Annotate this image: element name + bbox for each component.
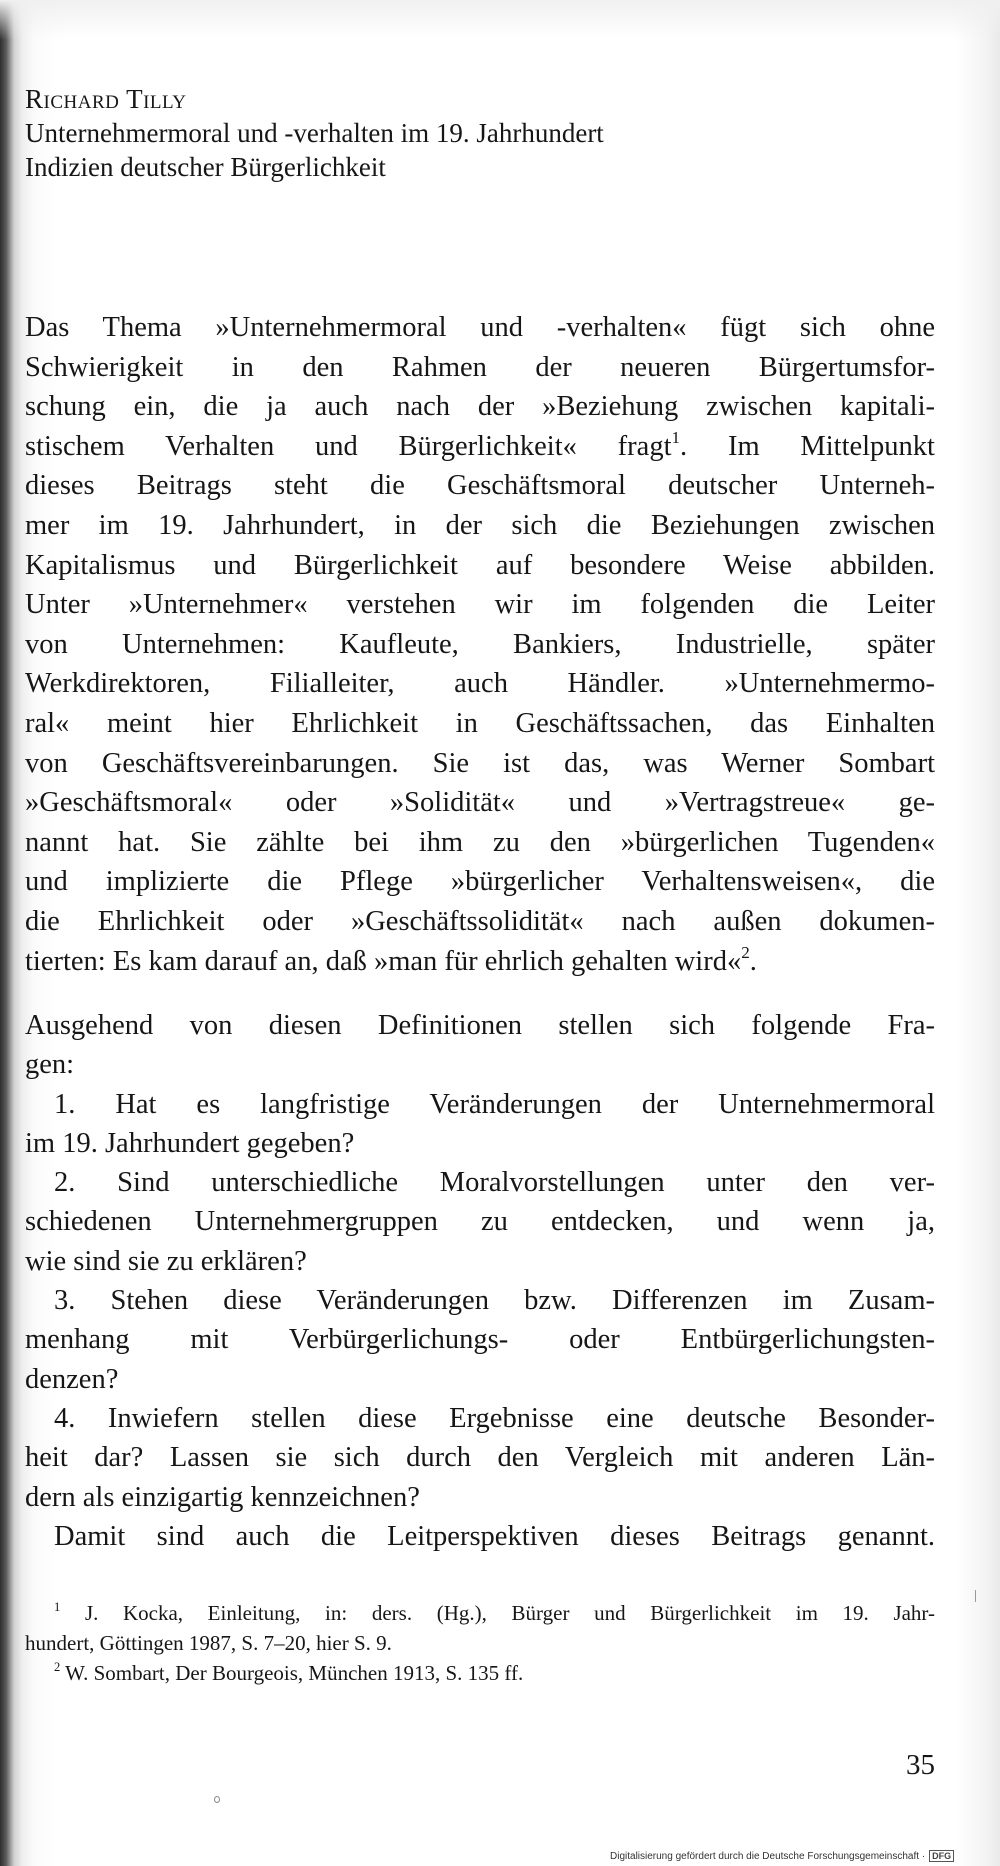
text-line: ral« meint hier Ehrlichkeit in Geschäftssachen, das Einhalten — [25, 707, 935, 739]
text-line: Kapitalismus und Bürgerlichkeit auf besondere Weise abbilden. — [25, 549, 935, 581]
digitization-credit — [610, 1850, 954, 1863]
text-line: denzen? — [25, 1363, 119, 1395]
footnote-number: 2 — [54, 1660, 61, 1675]
author-name: Richard Tilly — [25, 84, 187, 114]
text-line: Unter »Unternehmer« verstehen wir im folgenden die Leiter — [25, 589, 935, 621]
text-line: Das Thema »Unternehmermoral und -verhalten« fügt sich ohne — [25, 312, 935, 343]
text-line-last — [25, 942, 935, 982]
text-line: schiedenen Unternehmergruppen zu entdecken, und wenn ja, — [25, 1206, 935, 1238]
text-line-with-footnote — [25, 427, 935, 467]
text-line: heit dar? Lassen sie sich durch den Vergleich mit anderen Län- — [25, 1442, 935, 1474]
text-line: Ausgehend von diesen Definitionen stellen sich folgende Fra- — [25, 1010, 935, 1041]
text-line: im 19. Jahrhundert gegeben? — [25, 1127, 355, 1159]
text-line: wie sind sie zu erklären? — [25, 1245, 307, 1277]
page-top-shading — [0, 0, 1000, 40]
text-line: dieses Beitrags steht die Geschäftsmoral deutscher Unterneh- — [25, 470, 935, 502]
footnote-2 — [25, 1658, 935, 1688]
footnote-number: 1 — [54, 1600, 61, 1615]
text-line: die Ehrlichkeit oder »Geschäftssolidität« nach außen dokumen- — [25, 905, 935, 937]
text-line: »Geschäftsmoral« oder »Solidität« und »Vertragstreue« ge- — [25, 787, 935, 819]
chapter-subtitle: Indizien deutscher Bürgerlichkeit — [25, 152, 386, 182]
closing-sentence: Damit sind auch die Leitperspektiven dieses Beitrags genannt. — [54, 1520, 935, 1552]
footnote-1 — [25, 1598, 935, 1628]
paper-speck — [214, 1796, 220, 1803]
text-line: von Geschäftsvereinbarungen. Sie ist das, was Werner Sombart — [25, 747, 935, 779]
paragraph-questions — [25, 1006, 935, 1556]
text-line: gen: — [25, 1049, 75, 1081]
text-line-start: tierten: Es kam darauf an, daß »man für ehrlich gehalten wird« — [25, 945, 742, 977]
question-4: 4. Inwiefern stellen diese Ergebnisse eine deutsche Besonder- — [54, 1402, 935, 1434]
question-2: 2. Sind unterschiedliche Moralvorstellungen unter den ver- — [54, 1167, 935, 1199]
footnote-marker-1: 1 — [671, 427, 681, 447]
text-line: mer im 19. Jahrhundert, in der sich die Beziehungen zwischen — [25, 509, 935, 541]
text-line: nannt hat. Sie zählte bei ihm zu den »bürgerlichen Tugenden« — [25, 826, 935, 858]
sentence-end: . — [749, 945, 757, 977]
page-number: 35 — [906, 1749, 935, 1781]
text-line: Schwierigkeit in den Rahmen der neueren Bürgertumsfor- — [25, 351, 935, 383]
text-line: von Unternehmen: Kaufleute, Bankiers, Industrielle, später — [25, 628, 935, 660]
dfg-logo-icon: DFG — [929, 1850, 954, 1862]
text-line-tail: . Im Mittelpunkt — [680, 430, 935, 462]
paper-mark — [975, 1590, 979, 1602]
text-line-start: stischem Verhalten und Bürgerlichkeit« fragt — [25, 430, 672, 462]
footnote-text: J. Kocka, Einleitung, in: ders. (Hg.), Bürger und Bürgerlichkeit im 19. Jahr- — [84, 1601, 935, 1625]
footnote-text: W. Sombart, Der Bourgeois, München 1913, S. 135 ff. — [65, 1661, 524, 1685]
question-1: 1. Hat es langfristige Veränderungen der Unternehmermoral — [54, 1088, 935, 1120]
footnote-1-cont: hundert, Göttingen 1987, S. 7–20, hier S. 9. — [25, 1631, 392, 1655]
text-line: und implizierte die Pflege »bürgerlicher Verhaltensweisen«, die — [25, 866, 935, 898]
chapter-heading — [25, 82, 935, 184]
footnote-marker-2: 2 — [741, 942, 750, 962]
text-line: Werkdirektoren, Filialleiter, auch Händler. »Unternehmermo- — [25, 668, 935, 700]
paragraph-intro — [25, 308, 935, 981]
text-line: dern als einzigartig kennzeichnen? — [25, 1481, 420, 1513]
footnotes — [25, 1598, 935, 1688]
text-line: menhang mit Verbürgerlichungs- oder Entbürgerlichungsten- — [25, 1324, 935, 1356]
text-line: schung ein, die ja auch nach der »Beziehung zwischen kapitali- — [25, 391, 935, 423]
question-3: 3. Stehen diese Veränderungen bzw. Differenzen im Zusam- — [54, 1285, 935, 1317]
credit-text: Digitalisierung gefördert durch die Deutsche Forschungsgemeinschaft · — [610, 1851, 926, 1862]
chapter-title: Unternehmermoral und -verhalten im 19. Jahrhundert — [25, 118, 604, 148]
